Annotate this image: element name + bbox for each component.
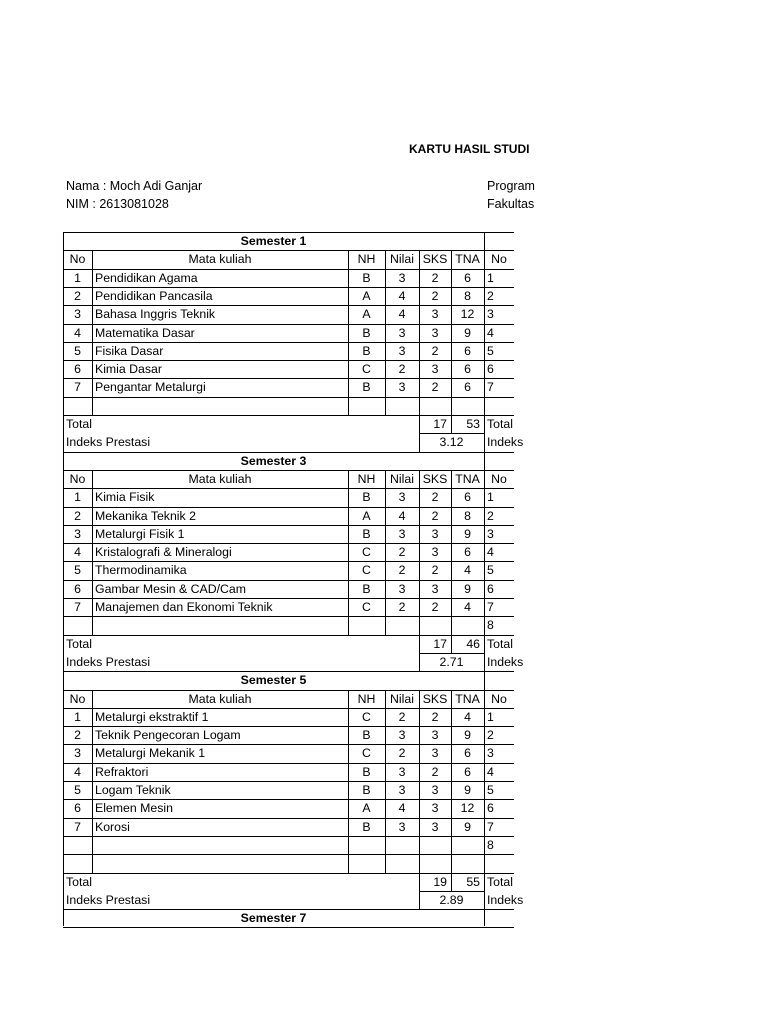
course-row-tna: 9: [464, 325, 471, 340]
next-semester-no: 8: [487, 837, 494, 852]
course-row-nilai: 3: [398, 526, 406, 541]
course-row-nh: A: [362, 508, 371, 523]
course-row-nilai: [385, 616, 419, 634]
next-semester-no: 7: [487, 380, 494, 395]
course-row-sks: 3: [431, 307, 439, 322]
course-row-sks: 2: [431, 563, 439, 578]
column-header-course: Mata kuliah: [188, 471, 252, 486]
course-row-sks: 3: [431, 362, 439, 377]
course-row-nh: C: [362, 709, 371, 724]
course-row-tna: [451, 397, 484, 415]
student-name: Nama : Moch Adi Ganjar: [66, 179, 203, 193]
table-rule-v: [419, 250, 420, 415]
column-header-tna: TNA: [455, 471, 480, 486]
next-total-label: Total: [487, 636, 513, 651]
course-row-sks: 2: [431, 490, 439, 505]
course-row-nh: [348, 836, 385, 854]
course-row-nh: [348, 616, 385, 634]
course-row-sks: 3: [431, 783, 439, 797]
course-row-nilai: 3: [398, 490, 406, 505]
course-row-nh: C: [362, 746, 371, 761]
course-row-tna: 9: [464, 819, 471, 834]
course-row-tna: 9: [464, 728, 471, 743]
course-row-sks: [419, 397, 451, 415]
total-sks: 19: [433, 874, 447, 889]
next-semester-no: 5: [487, 563, 494, 578]
course-row-no: 6: [74, 581, 81, 596]
ip-value: 2.89: [439, 892, 464, 907]
total-sks: 17: [433, 636, 447, 651]
table-rule-v: [419, 690, 420, 873]
course-row-no: [63, 616, 92, 634]
course-row-no: 6: [74, 362, 81, 377]
table-rule-v: [451, 415, 452, 433]
course-row-nilai: 3: [398, 728, 406, 743]
table-rule-v: [385, 470, 386, 635]
table-rule-v: [451, 690, 452, 873]
column-header-no: No: [69, 471, 86, 486]
faculty-label: Fakultas: [487, 197, 535, 211]
total-sks: 17: [433, 417, 447, 431]
course-row-nilai: [385, 836, 419, 854]
course-row-nilai: [385, 397, 419, 415]
course-row-no: 4: [74, 545, 81, 560]
course-row-no: 7: [74, 380, 81, 395]
ip-value: 3.12: [439, 435, 464, 450]
course-row-nilai: 2: [398, 709, 406, 724]
course-row-course: Matematika Dasar: [95, 325, 195, 340]
course-row-no: 1: [74, 490, 81, 505]
course-row-no: [63, 397, 92, 415]
next-semester-no: 4: [487, 764, 494, 779]
total-label: Total: [66, 417, 92, 431]
course-row-nilai: 4: [398, 288, 406, 303]
next-semester-no: [484, 854, 514, 872]
grades-table: [63, 230, 524, 926]
course-row-course: Fisika Dasar: [95, 343, 164, 358]
course-row-nilai: 3: [398, 270, 406, 285]
semester-heading: Semester 1: [240, 234, 307, 248]
table-rule-v: [348, 690, 349, 873]
course-row-sks: 2: [431, 288, 439, 303]
course-row-no: 1: [74, 709, 81, 724]
course-row-sks: 2: [431, 270, 439, 285]
course-row-tna: 4: [464, 600, 471, 614]
next-semester-no: 7: [487, 600, 494, 614]
course-row-no: 2: [74, 728, 81, 743]
course-row-nilai: [385, 854, 419, 872]
column-header-nh: NH: [357, 691, 376, 706]
table-rule-v: [451, 470, 452, 635]
column-header-nh: NH: [357, 471, 376, 486]
course-row-nilai: 3: [398, 380, 406, 395]
course-row-course: Metalurgi Mekanik 1: [95, 746, 206, 761]
course-row-nilai: 4: [398, 307, 406, 322]
course-row-sks: 3: [431, 526, 439, 541]
course-row-nilai: 2: [398, 746, 406, 761]
ip-value: 2.71: [439, 654, 464, 669]
course-row-tna: 6: [464, 362, 471, 377]
ip-label: Indeks Prestasi: [66, 892, 151, 907]
total-label: Total: [66, 874, 92, 889]
course-row-nh: B: [362, 819, 371, 834]
course-row-course: Manajemen dan Ekonomi Teknik: [95, 600, 273, 614]
course-row-no: 5: [74, 783, 81, 797]
column-header-no-next: No: [491, 691, 507, 706]
column-header-sks: SKS: [422, 252, 448, 267]
next-semester-no: 5: [487, 343, 494, 358]
course-row-course: Elemen Mesin: [95, 801, 173, 816]
total-tna: 55: [466, 874, 480, 889]
next-ip-label: Indeks: [487, 654, 524, 669]
next-semester-no: 6: [487, 362, 494, 377]
course-row-sks: [419, 854, 451, 872]
course-row-nilai: 3: [398, 581, 406, 596]
course-row-nh: C: [362, 600, 371, 614]
column-header-no: No: [69, 252, 86, 267]
course-row-sks: 2: [431, 380, 439, 395]
column-header-course: Mata kuliah: [188, 252, 252, 267]
course-row-nh: A: [362, 307, 371, 322]
next-semester-no: 2: [487, 508, 494, 523]
next-ip-label: Indeks: [487, 892, 524, 907]
course-row-tna: 9: [464, 581, 471, 596]
next-semester-no: 3: [487, 746, 494, 761]
course-row-nh: C: [362, 545, 371, 560]
next-total-label: Total: [487, 417, 513, 431]
course-row-sks: 3: [431, 545, 439, 560]
course-row-nilai: 3: [398, 325, 406, 340]
course-row-tna: 6: [464, 545, 471, 560]
course-row-nilai: 4: [398, 801, 406, 816]
course-row-course: Kimia Dasar: [95, 362, 162, 377]
course-row-course: [92, 397, 348, 415]
course-row-course: Logam Teknik: [95, 783, 171, 797]
course-row-course: Metalurgi ekstraktif 1: [95, 709, 209, 724]
course-row-tna: [451, 854, 484, 872]
document-title: KARTU HASIL STUDI: [409, 142, 530, 156]
course-row-sks: 3: [431, 746, 439, 761]
table-rule-v: [419, 470, 420, 635]
course-row-tna: 12: [460, 307, 475, 322]
course-row-sks: 3: [431, 325, 439, 340]
course-row-nh: B: [362, 783, 371, 797]
course-row-tna: 6: [464, 746, 471, 761]
next-semester-no: 3: [487, 307, 494, 322]
course-row-nh: [348, 397, 385, 415]
course-row-course: Bahasa Inggris Teknik: [95, 307, 216, 322]
course-row-tna: [451, 836, 484, 854]
course-row-sks: 3: [431, 728, 439, 743]
column-header-nilai: Nilai: [390, 691, 414, 706]
course-row-no: 3: [74, 526, 81, 541]
semester-heading: Semester 3: [240, 453, 307, 468]
course-row-course: Metalurgi Fisik 1: [95, 526, 185, 541]
table-rule-v: [451, 873, 452, 891]
course-row-nilai: 2: [398, 545, 406, 560]
table-rule-h: [63, 927, 514, 928]
course-row-no: 7: [74, 600, 81, 614]
next-semester-no: 8: [487, 618, 494, 633]
next-semester-no: 1: [487, 709, 494, 724]
semester-heading: Semester 7: [240, 911, 307, 926]
course-row-no: 7: [74, 819, 81, 834]
total-tna: 46: [466, 636, 480, 651]
course-row-tna: 8: [464, 508, 471, 523]
column-header-course: Mata kuliah: [188, 691, 252, 706]
column-header-tna: TNA: [455, 691, 480, 706]
next-semester-no: 7: [487, 819, 494, 834]
course-row-nh: [348, 854, 385, 872]
next-ip-label: Indeks: [487, 435, 524, 450]
column-header-nh: NH: [357, 252, 376, 267]
course-row-sks: [419, 616, 451, 634]
column-header-sks: SKS: [422, 471, 448, 486]
table-rule-v: [385, 690, 386, 873]
course-row-course: Teknik Pengecoran Logam: [95, 728, 241, 743]
course-row-sks: 3: [431, 819, 439, 834]
course-row-course: Gambar Mesin & CAD/Cam: [95, 581, 247, 596]
student-nim: NIM : 2613081028: [66, 197, 169, 211]
course-row-nh: B: [362, 581, 371, 596]
course-row-tna: 9: [464, 783, 471, 797]
column-header-no-next: No: [491, 252, 507, 267]
course-row-tna: 4: [464, 563, 471, 578]
course-row-nilai: 3: [398, 343, 406, 358]
course-row-nh: B: [362, 728, 371, 743]
course-row-sks: 2: [431, 343, 439, 358]
column-header-nilai: Nilai: [390, 252, 414, 267]
course-row-no: 5: [74, 563, 81, 578]
course-row-tna: 4: [464, 709, 471, 724]
course-row-nh: A: [362, 288, 371, 303]
total-tna: 53: [466, 417, 480, 431]
course-row-no: 3: [74, 307, 81, 322]
next-total-label: Total: [487, 874, 513, 889]
course-row-course: Thermodinamika: [95, 563, 187, 578]
course-row-nh: B: [362, 325, 371, 340]
course-row-tna: 6: [464, 270, 471, 285]
course-row-course: [92, 616, 348, 634]
course-row-nilai: 4: [398, 508, 406, 523]
table-rule-v: [92, 690, 93, 873]
course-row-course: Pendidikan Pancasila: [95, 288, 213, 303]
course-row-tna: 6: [464, 764, 471, 779]
next-semester-no: 4: [487, 545, 494, 560]
course-row-nilai: 3: [398, 764, 406, 779]
course-row-tna: [451, 616, 484, 634]
course-row-tna: 6: [464, 380, 471, 395]
course-row-nh: C: [362, 362, 371, 377]
column-header-no: No: [69, 691, 86, 706]
course-row-tna: 12: [460, 801, 475, 816]
program-label: Program: [487, 179, 535, 193]
course-row-sks: 2: [431, 764, 439, 779]
course-row-course: Refraktori: [95, 764, 149, 779]
course-row-no: [63, 854, 92, 872]
next-semester-no: 6: [487, 581, 494, 596]
course-row-no: 4: [74, 764, 81, 779]
column-header-nilai: Nilai: [390, 471, 414, 486]
course-row-no: 6: [74, 801, 81, 816]
column-header-sks: SKS: [422, 691, 448, 706]
table-rule-v: [92, 250, 93, 415]
course-row-nilai: 2: [398, 600, 406, 614]
course-row-no: 2: [74, 288, 81, 303]
next-semester-no: 1: [487, 270, 494, 285]
table-rule-v: [451, 635, 452, 653]
ip-label: Indeks Prestasi: [66, 654, 151, 669]
course-row-no: [63, 836, 92, 854]
next-semester-no: 3: [487, 526, 494, 541]
table-rule-v: [451, 250, 452, 415]
course-row-nh: B: [362, 343, 371, 358]
table-rule-v: [348, 250, 349, 415]
table-rule-v: [348, 470, 349, 635]
course-row-tna: 6: [464, 343, 471, 358]
course-row-tna: 9: [464, 526, 471, 541]
course-row-nh: B: [362, 270, 371, 285]
table-rule-v: [385, 250, 386, 415]
course-row-course: [92, 854, 348, 872]
course-row-nh: C: [362, 563, 371, 578]
next-semester-no: 4: [487, 325, 494, 340]
course-row-course: Kimia Fisik: [95, 490, 155, 505]
next-semester-no: 6: [487, 801, 494, 816]
course-row-no: 3: [74, 746, 81, 761]
course-row-nh: A: [362, 801, 371, 816]
course-row-sks: 2: [431, 600, 439, 614]
course-row-sks: 3: [431, 801, 439, 816]
total-label: Total: [66, 636, 92, 651]
table-rule-v: [92, 470, 93, 635]
course-row-nilai: 2: [398, 362, 406, 377]
course-row-course: Mekanika Teknik 2: [95, 508, 196, 523]
course-row-course: Pengantar Metalurgi: [95, 380, 206, 395]
column-header-tna: TNA: [455, 252, 480, 267]
course-row-no: 4: [74, 325, 81, 340]
course-row-nh: B: [362, 380, 371, 395]
course-row-course: Pendidikan Agama: [95, 270, 198, 285]
column-header-no-next: No: [491, 471, 507, 486]
next-semester-no: 2: [487, 288, 494, 303]
next-semester-no: 5: [487, 783, 494, 797]
course-row-tna: 8: [464, 288, 471, 303]
course-row-no: 5: [74, 343, 81, 358]
next-semester-no: 2: [487, 728, 494, 743]
course-row-sks: 3: [431, 581, 439, 596]
course-row-nilai: 3: [398, 783, 406, 797]
course-row-no: 1: [74, 270, 81, 285]
course-row-nh: B: [362, 490, 371, 505]
course-row-nilai: 2: [398, 563, 406, 578]
course-row-sks: 2: [431, 508, 439, 523]
course-row-nh: B: [362, 764, 371, 779]
course-row-sks: [419, 836, 451, 854]
course-row-nilai: 3: [398, 819, 406, 834]
course-row-course: Korosi: [95, 819, 130, 834]
semester-heading: Semester 5: [240, 673, 307, 688]
next-semester-no: 1: [487, 490, 494, 505]
next-semester-no: [484, 397, 514, 415]
ip-label: Indeks Prestasi: [66, 435, 151, 450]
course-row-tna: 6: [464, 490, 471, 505]
course-row-course: [92, 836, 348, 854]
course-row-no: 2: [74, 508, 81, 523]
course-row-sks: 2: [431, 709, 439, 724]
course-row-nh: B: [362, 526, 371, 541]
course-row-course: Kristalografi & Mineralogi: [95, 545, 232, 560]
